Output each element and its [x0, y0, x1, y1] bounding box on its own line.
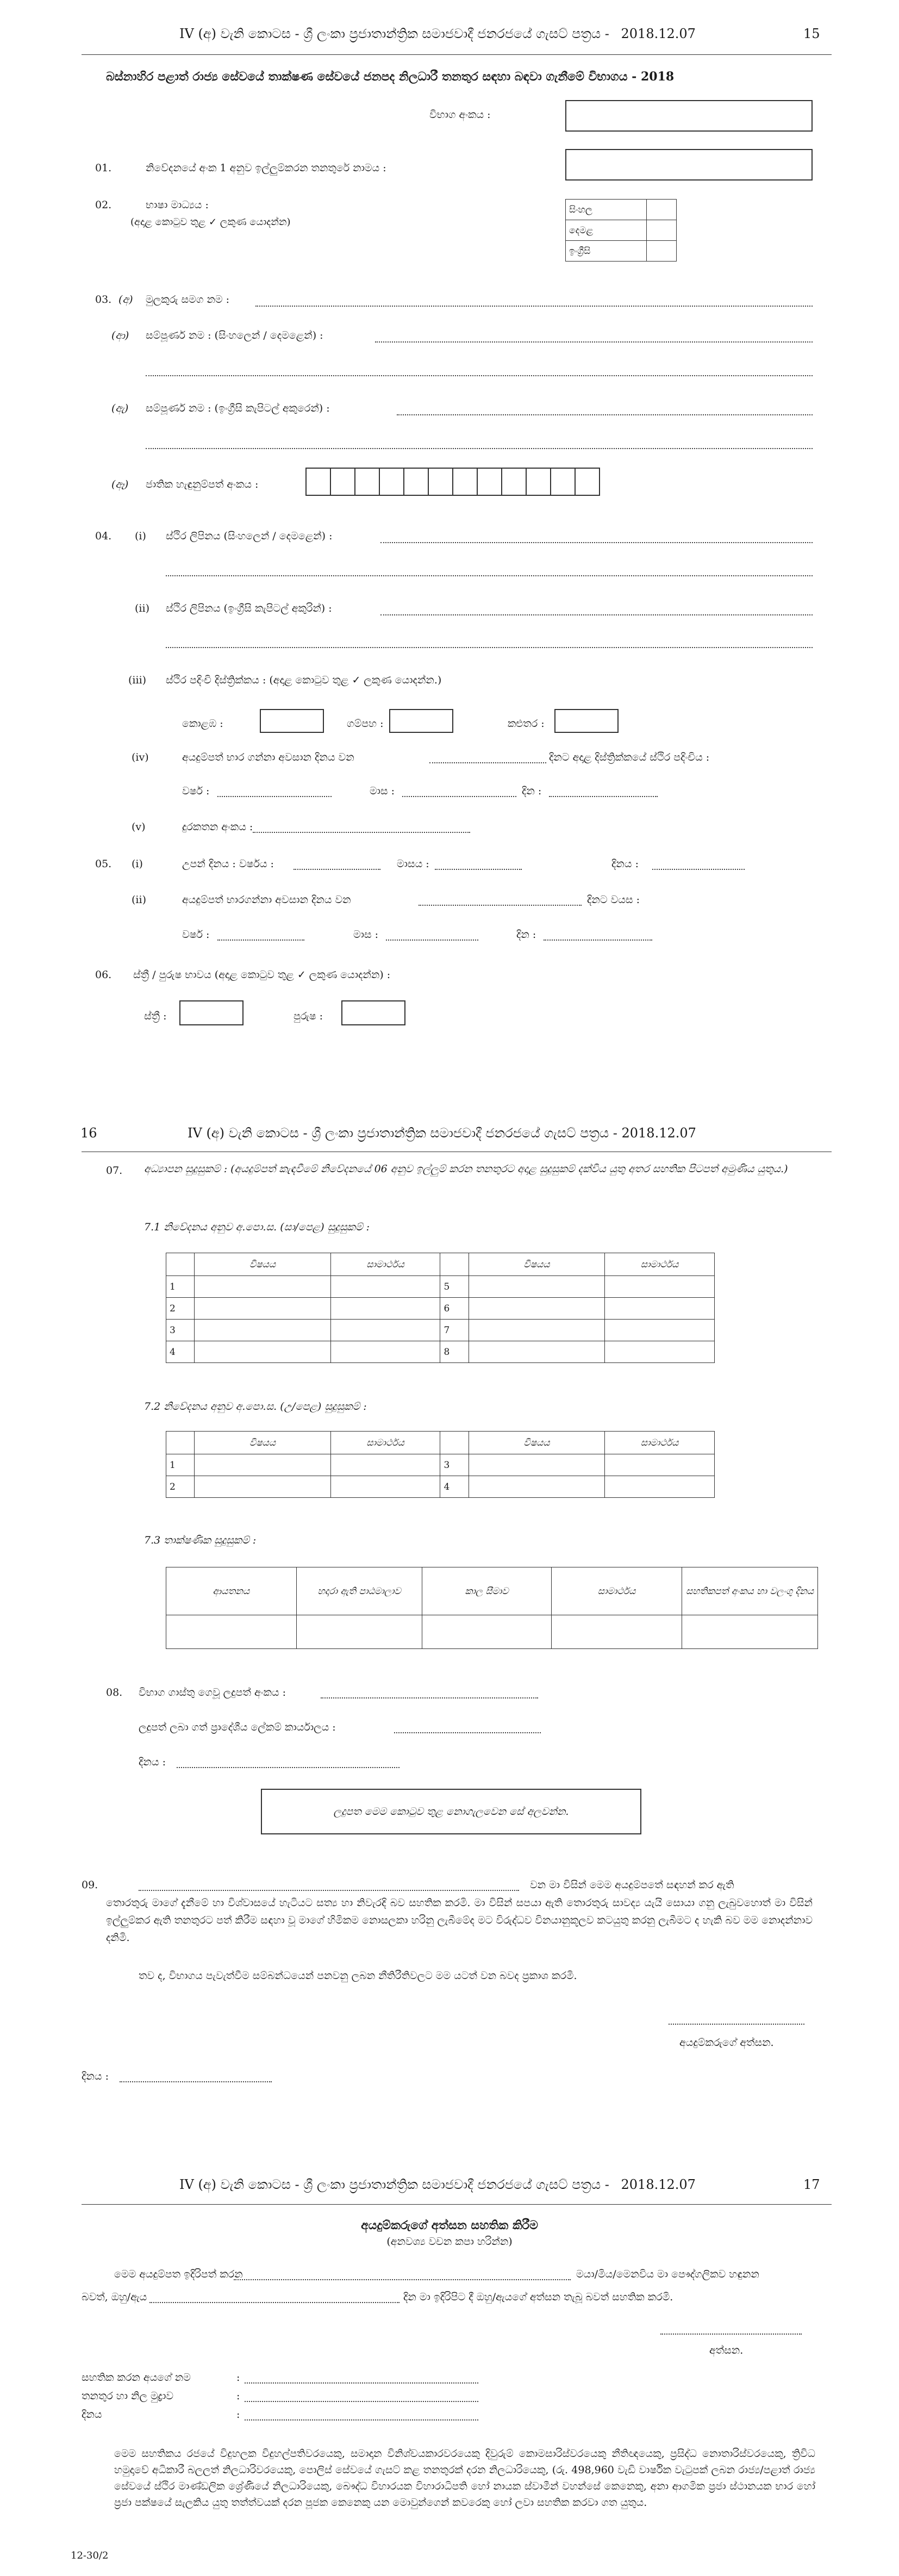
tech-table	[166, 1567, 818, 1649]
header-part: IV (අ) වැනි කොටස - ශ්‍රී ලංකා ප්‍රජාතාන්ත්‍රික සමාජවාදී ජනරජයේ ගැසට් පත්‍රය -	[179, 26, 609, 41]
al-header-grade-1: සාමාර්ථය	[330, 1432, 440, 1454]
q08-number: 08.	[106, 1687, 123, 1698]
district-colombo-box[interactable]	[260, 709, 324, 733]
page-number: 16	[80, 1125, 97, 1141]
colon: :	[236, 2409, 240, 2421]
dob-day-label: දිනය :	[611, 858, 639, 870]
residence-days-line[interactable]	[549, 796, 658, 797]
q04v-label: දුරකතන අංකය :	[182, 821, 253, 833]
q05-number: 05.	[95, 858, 112, 870]
row-number: 2	[166, 1476, 195, 1498]
age-years-line[interactable]	[217, 939, 304, 941]
receipt-label: විභාග ගාස්තු ගෙවූ ලදුපත් අංකය :	[139, 1687, 286, 1698]
male-label: පුරුෂ :	[294, 1010, 323, 1022]
cert-applicant-line[interactable]	[234, 2279, 571, 2280]
q02-note-post: ලකුණ යොදන්න)	[220, 216, 291, 228]
row-number: 3	[440, 1454, 469, 1476]
exam-no-box[interactable]	[565, 100, 813, 132]
q09-declaration-2: තව ද, විභාගය පැවැත්වීම සම්බන්ධයෙන් පනවනු ලබන නීතිරීතිවලට මම යටත් වන බවද ප්‍රකාශ කරමි.	[139, 1970, 577, 1982]
table-row	[166, 1341, 715, 1363]
cert-line1-post: මයා/මිය/මෙනවිය මා පෞද්ගලිකව හඳුනන	[576, 2268, 759, 2280]
header-part: IV (අ) වැනි කොටස - ශ්‍රී ලංකා ප්‍රජාතාන්ත්‍රික සමාජවාදී ජනරජයේ ගැසට් පත්‍රය -	[179, 2177, 609, 2192]
footer-code: 12-30/2	[71, 2550, 109, 2561]
full-name-sinhala-line-2[interactable]	[146, 375, 813, 376]
q07-intro: අධ්‍යාපන සුදුසුකම් : (අයදුම්පත් කැඳවීමේ නිවේදනයේ 06 අනුව ඉල්ලුම් කරන තනතුරට අදාළ සුදුසුකම් දක්විය යුතු අතර සහතික පිටපත් අමුණිය යුතුය.)	[144, 1163, 788, 1175]
row-number: 1	[166, 1276, 195, 1298]
address-sinhala-line-1[interactable]	[380, 542, 813, 543]
certifier-signature-line[interactable]	[660, 2334, 802, 2335]
declaration-date-label: දිනය :	[82, 2070, 109, 2082]
residence-years-line[interactable]	[217, 796, 332, 797]
district-colombo-label: කොළඹ :	[182, 718, 223, 730]
office-line[interactable]	[394, 1732, 541, 1733]
row-number: 2	[166, 1298, 195, 1320]
q06-label-post: ලකුණ යොදන්න) :	[309, 969, 391, 981]
page-header: IV (අ) වැනි කොටස - ශ්‍රී ලංකා ප්‍රජාතාන්ත්‍රික සමාජවාදී ජනරජයේ ගැසට් පත්‍රය - 2018.12.07	[188, 1125, 696, 1141]
ol-header-grade-2: සාමාර්ථය	[605, 1253, 715, 1276]
q03ae-label: සම්පූර්ණ නම : (ඉංග්‍රීසි කැපිටල් අකුරෙන්) :	[146, 402, 330, 414]
table-row	[166, 1298, 715, 1320]
q02-note	[130, 216, 291, 228]
q05ii-mark: (ii)	[132, 894, 146, 906]
page-number: 17	[803, 2177, 820, 2192]
ol-header-grade-1: සාමාර්ථය	[330, 1253, 440, 1276]
q05i-mark: (i)	[132, 858, 143, 870]
language-table	[565, 199, 677, 262]
declaration-date-line[interactable]	[120, 2081, 272, 2082]
s72-title: 7.2 නිවේදනය අනුව අ.පො.ස. (උ/පෙළ) සුදුසුකම් :	[144, 1401, 367, 1413]
certifier-date-line[interactable]	[245, 2419, 478, 2421]
q06-label	[133, 969, 390, 981]
q02-number: 02.	[95, 199, 112, 211]
s71-title: 7.1 නිවේදනය අනුව අ.පො.ස. (සා/පෙළ) සුදුසුකම් :	[144, 1221, 370, 1233]
row-number: 5	[440, 1276, 469, 1298]
age-days-label: දින :	[516, 929, 536, 941]
header-rule	[82, 54, 832, 55]
post-name-box[interactable]	[565, 149, 813, 181]
cert-eligibility-note: මෙම සහතිකය රජයේ විදුහලක විදුහල්පතිවරයෙකු, සමාදාන විනිශ්චයකාරවරයෙකු දිවුරුම් කොමසාරිස්වරයෙකු නීතිඥයෙකු, ප්‍රසිද්ධ නොතාරිස්වරයෙකු, ත්‍රිවිධ හමුදාවේ අධිකාරී බලලත් නිලධාරිවරයෙකු, පොලිස් සේවයේ ගැසට් කළ තනතුරක් දරන නිලධාරියෙකු, (රු. 498,960 වැඩි වාර්ෂික වැටුපක් ලබන රාජ්‍ය/පළාත් රාජ්‍ය සේවයේ ස්ථිර මාණ්ඩලික ශ්‍රේණියේ නිලධාරියෙකු, බෞද්ධ විහාරයක විහාරාධිපති හෝ නායක ස්වාමීන් වහන්සේ කෙනෙකු, අනා ආගමික ප්‍රජා ස්ථානයක භාර හෝ ප්‍රජා පක්ෂයේ සැලකිය යුතු තත්ත්වයක් දරන පූජක කෙනෙකු යන මොවුන්ගෙන් කවරෙකු හෝ ලවා සහතික කරවා ගත යුතුය.	[114, 2448, 815, 2509]
row-number: 6	[440, 1298, 469, 1320]
q03a-label: මුලකුරු සමග නම :	[146, 294, 229, 306]
q03aa-mark: (ආ)	[111, 329, 129, 341]
address-english-line-1[interactable]	[380, 614, 813, 615]
q04iii-label-pre: ස්ථිර පදිංචි දිස්ත්‍රික්කය : (අදාළ කොටුව තුළ	[166, 674, 349, 686]
row-number: 4	[440, 1476, 469, 1498]
applicant-name-line[interactable]	[139, 1890, 519, 1891]
q04v-mark: (v)	[132, 821, 146, 833]
cert-line2-post: දින මා ඉදිරිපිට දී ඔහු/ඇයගේ අත්සන තැබූ බවත් සහතික කරමි.	[403, 2291, 673, 2303]
full-name-english-line-1[interactable]	[397, 414, 813, 415]
initials-name-line[interactable]	[255, 306, 813, 307]
q03aa-label: සම්පූර්ණ නම : (සිංහලෙන් / දෙමළෙන්) :	[146, 329, 323, 341]
district-kalutara-label: කළුතර :	[508, 718, 545, 730]
dob-month-line[interactable]	[435, 869, 522, 870]
receipt-date-line[interactable]	[177, 1767, 399, 1768]
al-table	[166, 1431, 715, 1498]
cert-date-line[interactable]	[149, 2302, 399, 2303]
q05ii-label: අයදුම්පත් භාරගන්නා අවසාන දිනය වන	[182, 894, 351, 906]
page-header	[179, 26, 696, 41]
q04iii-label-post: ලකුණ යොදන්න.)	[364, 674, 442, 686]
q09-number: 09.	[82, 1879, 98, 1891]
row-number: 8	[440, 1341, 469, 1363]
ol-table	[166, 1253, 715, 1363]
check-mark-icon: ✓	[209, 216, 217, 228]
ol-header-subject-2: විෂයය	[469, 1253, 604, 1276]
tech-header-duration: කාල සීමාව	[422, 1567, 552, 1615]
applicant-signature-line[interactable]	[669, 2024, 804, 2025]
q07-number: 07.	[106, 1165, 123, 1177]
receipt-date-label: දිනය :	[139, 1756, 166, 1768]
table-row	[166, 1454, 715, 1476]
check-mark-icon: ✓	[297, 969, 306, 981]
form-title: බස්නාහිර පළාත් රාජ්‍ය සේවයේ තාක්ෂණ සේවයේ ජනපද නිලධාරී තනතුර සඳහා බඳවා ගැනීමේ විභාගය - 2018	[106, 70, 675, 84]
residence-years-label: වර්ෂ :	[182, 785, 210, 797]
language-sinhala-box[interactable]	[647, 200, 677, 220]
row-number: 4	[166, 1341, 195, 1363]
colon: :	[236, 2390, 240, 2402]
age-months-line[interactable]	[386, 939, 478, 941]
age-months-label: මාස :	[353, 929, 379, 941]
q06-label-pre: ස්ත්‍රී / පුරුෂ භාවය (අදාළ කොටුව තුළ	[133, 969, 294, 981]
address-sinhala-line-2[interactable]	[166, 575, 813, 576]
nic-grid[interactable]	[305, 468, 610, 497]
age-date-line[interactable]	[419, 905, 582, 906]
header-date: 2018.12.07	[621, 26, 696, 41]
dob-year-line[interactable]	[294, 869, 380, 870]
phone-line[interactable]	[253, 832, 470, 833]
q05ii-post: දිනට වයස :	[587, 894, 640, 906]
tech-header-certificate: සහතිකපත් අංකය හා වලංගු දිනය	[682, 1567, 818, 1615]
cert-subtitle: (අනවශ්‍ය වචන කපා හරින්න)	[386, 2236, 513, 2248]
colon: :	[236, 2372, 240, 2384]
residence-days-label: දින :	[522, 785, 542, 797]
tech-header-institute: ආයතනය	[166, 1567, 297, 1615]
q04iii-label	[166, 674, 441, 686]
q03aee-mark: (ඈ)	[111, 478, 129, 490]
q06-number: 06.	[95, 969, 112, 981]
q04iv-label: අයදුම්පත් භාර ගන්නා අවසාන දිනය වන	[182, 751, 354, 763]
al-header-subject-2: විෂයය	[469, 1432, 604, 1454]
address-english-line-2[interactable]	[166, 647, 813, 648]
residence-months-line[interactable]	[402, 796, 516, 797]
language-tamil-box[interactable]	[647, 220, 677, 241]
tech-header-course: හදාරා ඇති පාඨමාලාව	[296, 1567, 422, 1615]
q05i-label: උපන් දිනය : වර්ෂය :	[182, 858, 274, 870]
age-years-label: වර්ෂ :	[182, 929, 210, 941]
ol-header-subject-1: විෂයය	[195, 1253, 330, 1276]
certifier-name-line[interactable]	[245, 2382, 478, 2384]
q01-number: 01.	[95, 162, 112, 174]
female-label: ස්ත්‍රී :	[144, 1010, 167, 1022]
certifier-date-label: දිනය	[82, 2409, 102, 2421]
exam-no-label: විභාග අංකය :	[429, 109, 491, 121]
table-row	[166, 1276, 715, 1298]
cert-line1-pre: මෙම අයදුම්පත ඉදිරිපත් කරන	[114, 2268, 243, 2280]
certifier-signature-label: අත්සන.	[709, 2344, 744, 2356]
row-number: 7	[440, 1320, 469, 1341]
receipt-paste-box[interactable]: ලදුපත මෙම කොටුව තුළ නොගැලවෙන සේ අලවන්න.	[261, 1789, 641, 1834]
language-sinhala: සිංහල	[566, 200, 647, 220]
table-row	[166, 1615, 818, 1649]
page-header	[179, 2177, 696, 2192]
page-number: 15	[803, 26, 820, 41]
table-row	[166, 1320, 715, 1341]
table-row	[166, 1476, 715, 1498]
designation-label: තනතුර හා නිල මුද්‍රාව	[82, 2390, 174, 2402]
check-mark-icon: ✓	[352, 674, 361, 686]
certifier-name-label: සහතික කරන අයගේ නම	[82, 2372, 191, 2384]
district-gampaha-label: ගම්පහ :	[347, 718, 384, 730]
closing-date-line[interactable]	[429, 762, 546, 763]
q09-line1-post: වන මා විසින් මෙම අයදුම්පතේ සඳහන් කර ඇති	[530, 1879, 734, 1891]
age-days-line[interactable]	[544, 939, 652, 941]
s73-title: 7.3 තාක්ෂණික සුදුසුකම් :	[144, 1534, 257, 1546]
cert-title: අයදුම්කරුගේ අත්සන සහතික කිරීම	[361, 2218, 538, 2232]
dob-month-label: මාසය :	[397, 858, 429, 870]
nic-boxes	[305, 468, 610, 499]
row-number: 1	[166, 1454, 195, 1476]
residence-months-label: මාස :	[370, 785, 395, 797]
language-english: ඉංග්‍රීසි	[566, 241, 647, 262]
district-kalutara-box[interactable]	[554, 709, 619, 733]
row-number: 3	[166, 1320, 195, 1341]
header-rule	[82, 2204, 832, 2205]
q04i-mark: (i)	[135, 530, 146, 542]
q04ii-mark: (ii)	[135, 602, 149, 614]
q03-number: 03.	[95, 294, 112, 306]
al-header-subject-1: විෂයය	[195, 1432, 330, 1454]
q04ii-label: ස්ථිර ලිපිනය (ඉංග්‍රීසි කැපිටල් අකුරින්) :	[166, 602, 332, 614]
q03aee-label: ජාතික හැඳුනුම්පත් අංකය :	[146, 478, 259, 490]
q02-label: භාෂා මාධ්‍යය :	[146, 199, 209, 211]
office-label: ලදුපත් ලබා ගත් ප්‍රාදේශීය ලේකම් කාර්යාලය :	[139, 1721, 336, 1733]
tech-header-grade: සාමාර්ථය	[552, 1567, 682, 1615]
q04iii-mark: (iii)	[128, 674, 147, 686]
male-box[interactable]	[341, 1000, 405, 1025]
q03a-mark: (අ)	[118, 294, 133, 306]
q03ae-mark: (ඇ)	[111, 402, 129, 414]
q04iv-label-post: දිනට අදාළ දිස්ත්‍රික්කයේ ස්ථිර පදිංචිය :	[549, 751, 710, 763]
language-english-box[interactable]	[647, 241, 677, 262]
al-header-grade-2: සාමාර්ථය	[605, 1432, 715, 1454]
district-gampaha-box[interactable]	[389, 709, 453, 733]
full-name-english-line-2[interactable]	[146, 448, 813, 449]
q04iv-mark: (iv)	[132, 751, 149, 763]
receipt-no-line[interactable]	[321, 1697, 538, 1698]
q04-number: 04.	[95, 530, 112, 542]
applicant-signature-label: අයදුම්කරුගේ අත්සන.	[679, 2037, 774, 2049]
full-name-sinhala-line-1[interactable]	[375, 341, 813, 343]
language-tamil: දෙමළ	[566, 220, 647, 241]
q09-declaration: තොරතුරු මාගේ දැනීමේ හා විශ්වාසයේ හැටියට සත්‍ය හා නිවැරදි බව සහතික කරමි. මා විසින් සපයා ඇති තොරතුරු සාවද්‍ය යැයි සොයා ගනු ලැබුවහොත් මා විසින් ඉල්ලුම්කර ඇති තනතුරට පත් කිරීම සඳහා වූ මාගේ හිමිකම නොසලකා හරිනු ලැබීමේද මට විරුද්ධව විනයානුකූලව කටයුතු කරනු ලැබීමට ද හැකි බව මම නොදන්නාව දනිමි.	[106, 1897, 813, 1944]
cert-line2-pre: බවත්, ඔහු/ඇය	[82, 2291, 147, 2303]
q04i-label: ස්ථිර ලිපිනය (සිංහලෙන් / දෙමළෙන්) :	[166, 530, 333, 542]
q02-note-pre: (අදාළ කොටුව තුළ	[130, 216, 206, 228]
designation-line[interactable]	[245, 2401, 478, 2402]
header-date: 2018.12.07	[621, 2177, 696, 2192]
q01-label: නිවේදනයේ අංක 1 අනුව ඉල්ලුම්කරන තනතුරේ නාමය :	[146, 162, 386, 174]
female-box[interactable]	[179, 1000, 244, 1025]
dob-day-line[interactable]	[652, 869, 745, 870]
